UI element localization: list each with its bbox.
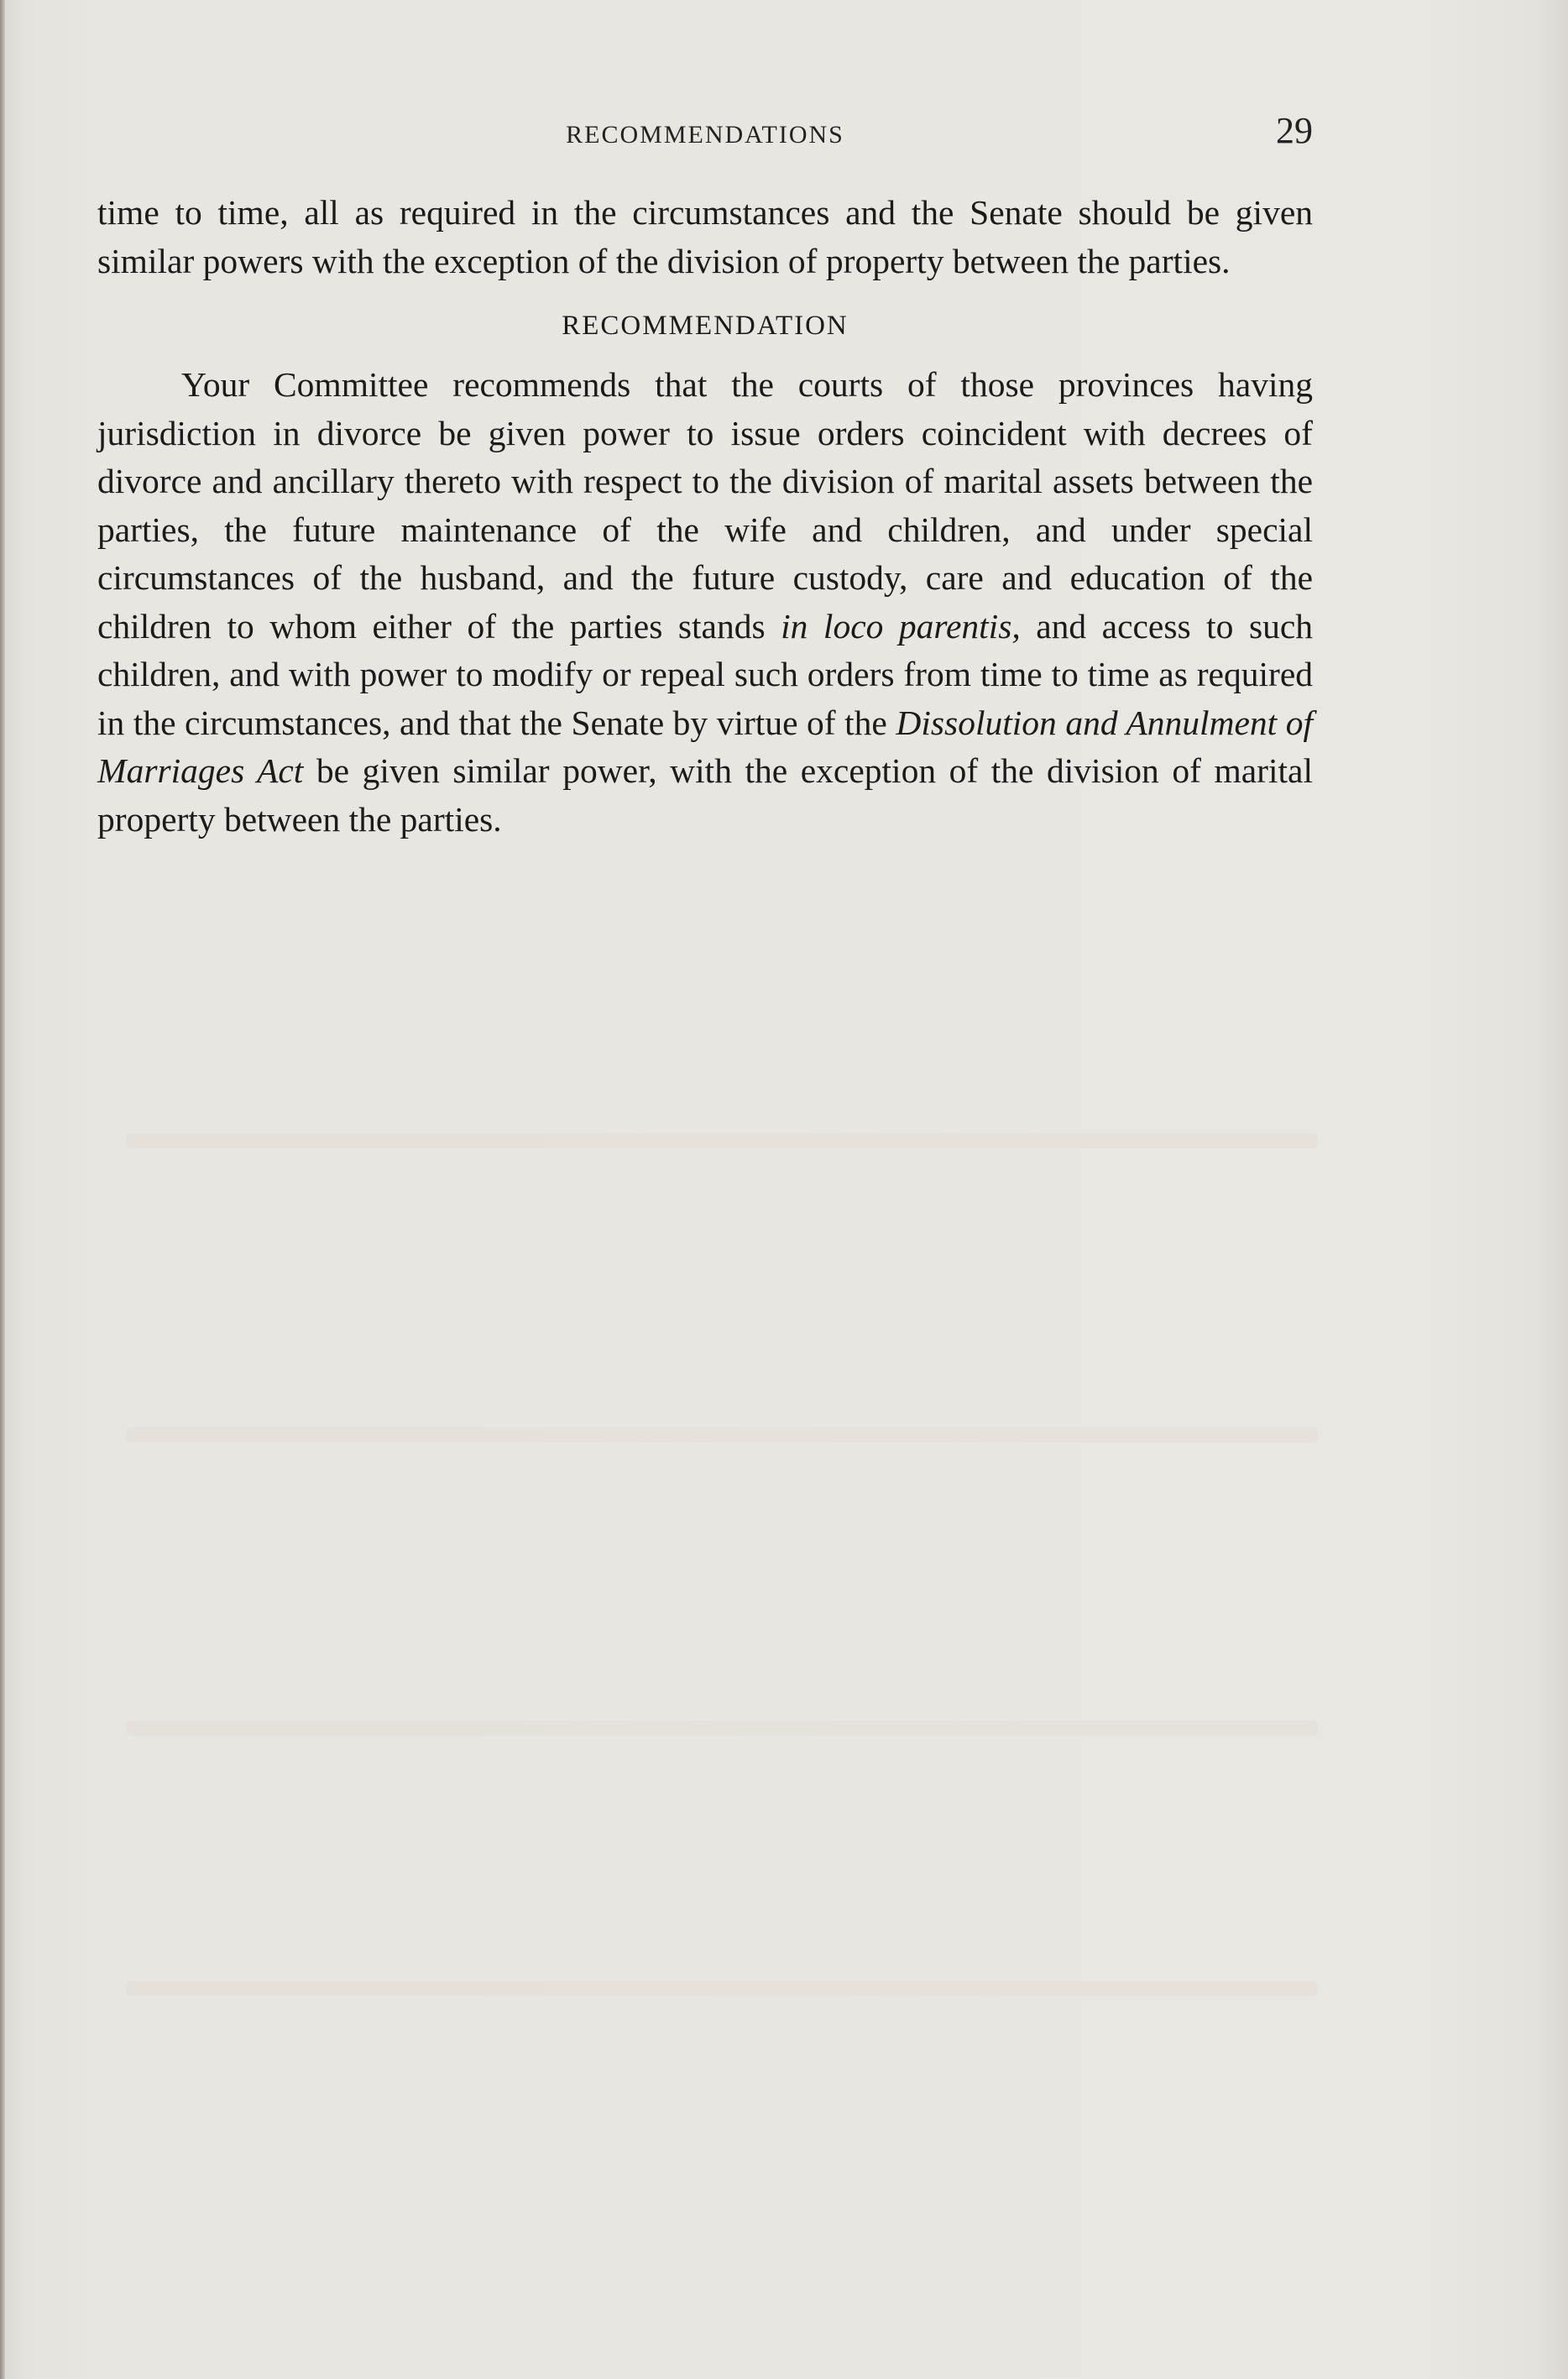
running-title: RECOMMENDATIONS: [566, 121, 844, 149]
latin-phrase: in loco parentis,: [781, 606, 1021, 646]
bleed-through: [126, 1133, 1318, 1148]
section-heading: RECOMMENDATION: [562, 311, 849, 341]
bleed-through: [126, 1981, 1318, 1996]
recommendation-text-part3: be given similar power, with the exception of the division of marital property between the parties.: [97, 751, 1313, 839]
continuation-paragraph: time to time, all as required in the circumstances and the Senate should be given similar powers with the exception of the division of property between the parties.: [97, 193, 1313, 280]
recommendation-paragraph: [97, 361, 1313, 844]
running-header: [97, 109, 1313, 168]
body-text: [97, 189, 1313, 844]
recommendation-text-part2: and access to such children, and with power to modify or repeal such orders from time to time as required in the circumstances, and that the Senate by virtue of the: [97, 606, 1314, 742]
bleed-through: [126, 1721, 1318, 1736]
bleed-through: [126, 1427, 1318, 1442]
binding-edge: [0, 0, 5, 2379]
recommendation-text-part1: Your Committee recommends that the courts of those provinces having jurisdiction in divorce be given power to issue orders coincident with decrees of divorce and ancillary thereto with respect to the division of marital assets between the parties, the future maintenance of the wife and children, and under special circumstances of the husband, and the future custody, care and education of the children to whom either of the parties stands: [97, 365, 1313, 646]
page-number: 29: [1276, 110, 1313, 151]
act-title: Dissolution and Annulment of Marriages Act: [97, 703, 1313, 790]
